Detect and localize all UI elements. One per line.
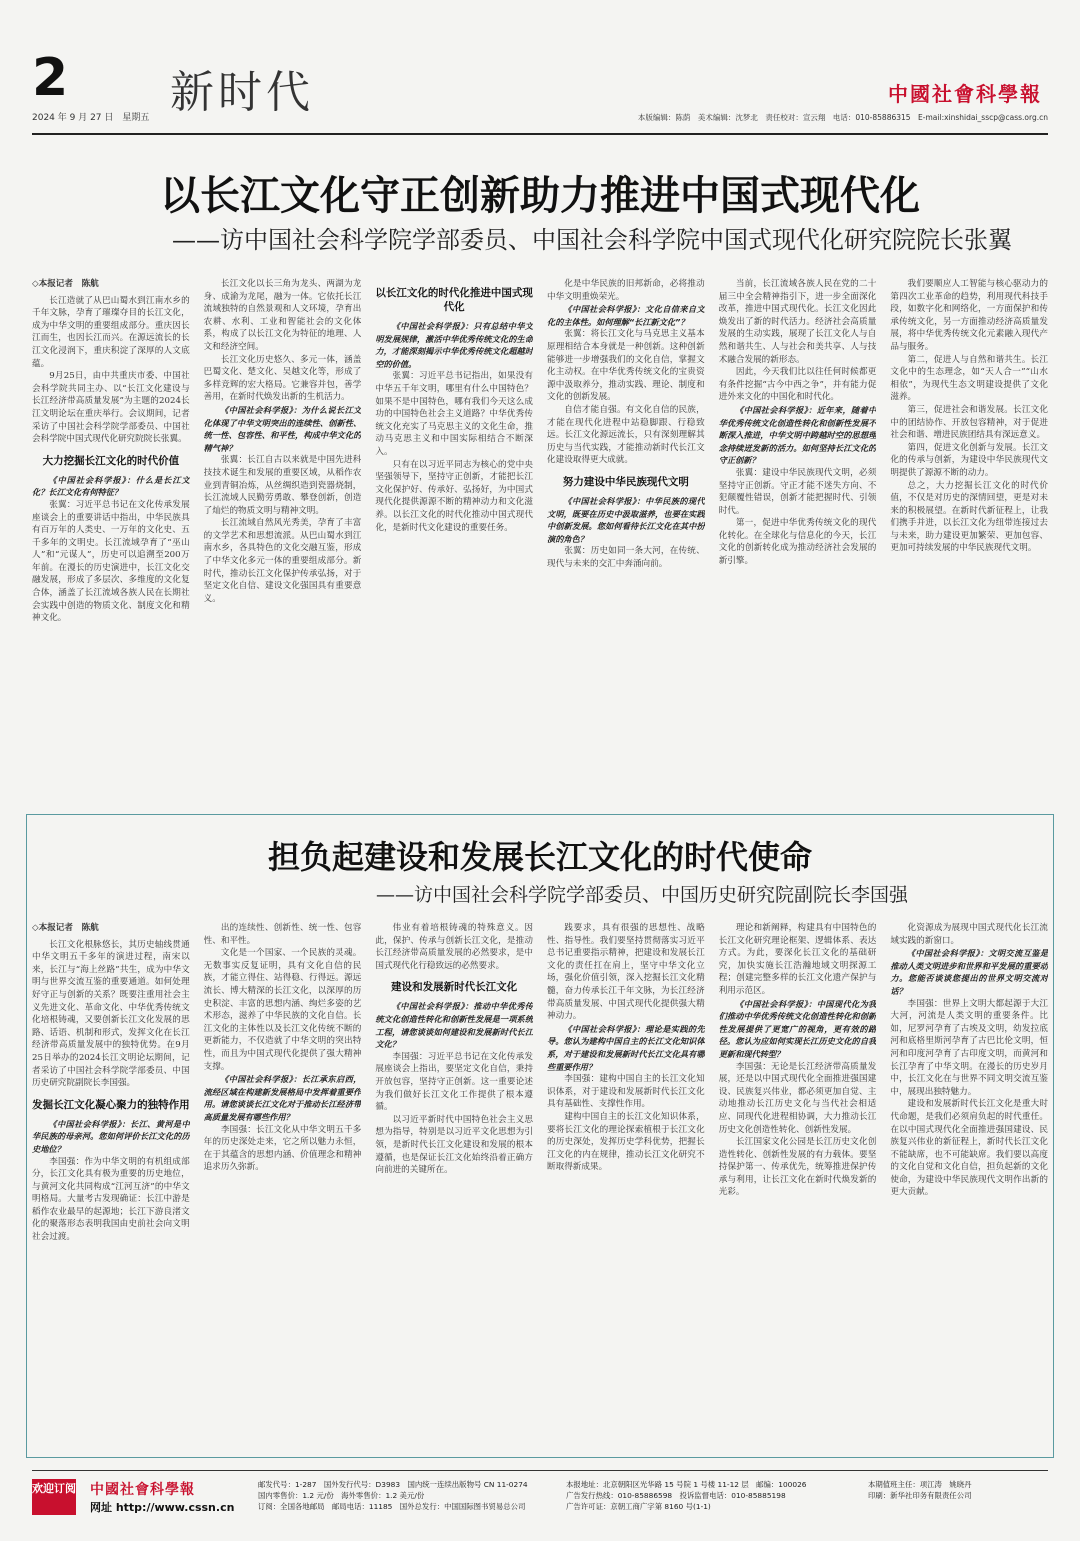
paragraph: 9月25日，由中共重庆市委、中国社会科学院共同主办、以“长江文化建设与长江经济带高质量发展”为主题的2024长江文明论坛在重庆举行。会议期间，记者采访了中国社会科学院学部委员、中国社会科学院中国式现代化研究院院长张翼。 [32, 371, 190, 445]
paragraph: 我们要顺应人工智能与核心驱动力的第四次工业革命的趋势，利用现代科技手段，如数字化和网络化，一方面保护和传承传统文化，另一方面推动经济高质量发展，将中华优秀传统文化元素融入现代产品与服务。 [890, 279, 1049, 352]
paragraph: 长江国家文化公园是长江历史文化创造性转化、创新性发展的有力载体。要坚持保护第一、传承优先，统筹推进保护传承与利用，让长江文化在新时代焕发新的光彩。 [718, 1137, 877, 1198]
article-li-guoqiang [32, 818, 1048, 1454]
paragraph: 自信才能自强。有文化自信的民族，才能在现代化进程中站稳脚跟、行稳致远。长江文化源远流长，只有深刻理解其历史与当代实践，才能推动新时代长江文化建设取得更大成就。 [547, 404, 705, 466]
answer: 张翼：建设中华民族现代文明，必须坚持守正创新。守正才能不迷失方向、不犯颠覆性错误，创新才能把握时代、引领时代。 [718, 467, 877, 516]
subscribe-badge: 欢迎订阅 [32, 1479, 76, 1515]
paragraph: 建设和发展新时代长江文化是重大时代命题，是我们必须肩负起的时代重任。在以中国式现代化全面推进强国建设、民族复兴伟业的新征程上，新时代长江文化不能缺席，也不可能缺席。我们要以高度的文化自觉和文化自信，担负起新的文化使命，为建设中华民族现代文明作出新的更大贡献。 [890, 1099, 1049, 1198]
page-number: 2 [32, 48, 69, 108]
answer: 李国强：建构中国自主的长江文化知识体系，对于建设和发展新时代长江文化具有基础性、支撑性作用。 [547, 1074, 705, 1110]
footer-line: 广告许可证：京朝工商广字第 8160 号(1-1) [566, 1502, 711, 1511]
section-title: 新时代 [170, 67, 314, 118]
paragraph: 出的连续性、创新性、统一性、包容性、和平性。 [203, 923, 362, 946]
footer-paper-logo: 中國社會科學報 [90, 1482, 195, 1498]
byline: ◇本报记者 陈航 [32, 923, 99, 933]
paragraph: 化是中华民族的旧邦新命，必将推动中华文明重焕荣光。 [547, 279, 705, 302]
question: 《中国社会科学报》：为什么说长江文化体现了中华文明突出的连续性、创新性、统一性、包容性、和平性，构成中华文化的精气神？ [203, 404, 362, 453]
paragraph: 建构中国自主的长江文化知识体系，要将长江文化的理论探索植根于长江文化的历史深处，发挥历史学科优势，把握长江文化的内在规律，推动长江文化研究不断取得新成果。 [547, 1111, 705, 1173]
paragraph: 长江文化根脉悠长，其历史轴线贯通中华文明五千多年的演进过程，南宋以来，长江与“海上丝路”共生，成为中华文明与世界交流互鉴的重要通道。如何处理好守正与创新的关系？既要注重用社会主义先进文化、革命文化、中华优秀传统文化培根铸魂，又要创新长江文化发展的思路、话语、机制和形式，发挥文化在长江经济带高质量发展中的独特优势。在9月25日举办的2024长江文明论坛期间，记者采访了中国社会科学院学部委员、中国历史研究院副院长李国强。 [32, 939, 190, 1089]
answer: 张翼：长江自古以来就是中国先进科技技术诞生和发展的重要区域，从稻作农业到青铜冶炼，从丝绸织造到瓷器烧制，长江流域人民勤劳勇敢、攀登创新，创造了灿烂的物质文明与精神文明。 [203, 455, 362, 516]
column-5 [719, 922, 877, 1448]
footer-line: 印刷：新华社印务有限责任公司 [868, 1491, 972, 1500]
article-columns [32, 922, 1048, 1448]
paragraph: 化资源成为展现中国式现代化长江流域实践的新窗口。 [890, 923, 1049, 946]
paragraph: 长江造就了从巴山蜀水到江南水乡的千年文脉，孕育了璀璨夺目的长江文化，成为中华文明的重要组成部分。重庆因长江而生，也因长江而兴。在源远流长的长江文化浸润下，重庆积淀了深厚的人文底蕴。 [32, 295, 190, 369]
answer: 张翼：历史如同一条大河，在传统、现代与未来的交汇中奔涌向前。 [547, 546, 705, 569]
column-3 [375, 278, 533, 798]
paragraph: 长江文化以长三角为龙头、两湖为龙身、成渝为龙尾，融为一体。它依托长江流域独特的自然景观和人文环境，孕育出农耕、水利、工业和智能社会的文化体系，构成了以长江文化为特征的地理、人文和经济空间。 [203, 279, 362, 352]
paragraph: 长江文化历史悠久、多元一体，涵盖巴蜀文化、楚文化、吴越文化等，形成了多样竞辉的宏大格局。它兼容并包，善学善用，在新时代焕发出新的生机活力。 [203, 354, 362, 403]
paragraph: 文化是一个国家、一个民族的灵魂。无数事实反复证明，具有文化自信的民族，才能立得住、站得稳、行得远。源远流长、博大精深的长江文化，以深厚的历史积淀、丰富的思想内涵、绚烂多姿的艺术形态，滋养了中华民族的文化自信。长江文化的主体性以及长江文化传统不断的更新能力，不仅造就了中华文明的突出特性，而且为中国式现代化提供了强大精神支撑。 [203, 948, 362, 1072]
answer: 张翼：习近平总书记在文化传承发展座谈会上的重要讲话中指出，中华民族具有百万年的人类史、一万年的文化史、五千多年的文明史。长江流域孕育了“巫山人”和“元谋人”，历史可以追溯至200万年前。在漫长的历史演进中，长江文化交融发展，形成了多层次、多维度的文化复合体，涵盖了长江流域各族人民在长期社会实践中创造的物质文化、制度文化和精神文化。 [32, 499, 190, 624]
column-4 [547, 278, 705, 798]
byline: ◇本报记者 陈航 [32, 279, 99, 289]
question: 《中国社会科学报》：中华民族的现代文明，既要在历史中汲取滋养，也要在实践中创新发展。您如何看待长江文化在其中扮演的角色？ [547, 495, 705, 544]
section-heading: 建设和发展新时代长江文化 [391, 981, 518, 994]
answer: 张翼：习近平总书记指出，如果没有中华五千年文明，哪里有什么中国特色？如果不是中国特色，哪有我们今天这么成功的中国特色社会主义道路？中华优秀传统文化充实了马克思主义的文化生命，推动马克思主义和中国实际相结合不断深入。 [375, 371, 534, 457]
footer-line: 本报地址：北京朝阳区光华路 15 号院 1 号楼 11-12 层 邮编：100026 [566, 1480, 807, 1489]
question: 《中国社会科学报》：理论是实践的先导。您认为建构中国自主的长江文化知识体系，对于建设和发展新时代长江文化具有哪些重要作用？ [547, 1023, 705, 1072]
answer: 张翼：将长江文化与马克思主义基本原理相结合本身就是一种创新。这种创新能够进一步增强我们的文化自信，掌握文化主动权。在中华优秀传统文化的宝贵资源中汲取养分，推动实践、理论、制度和文化的创新发展。 [547, 329, 705, 403]
answer: 李国强：无论是长江经济带高质量发展，还是以中国式现代化全面推进强国建设、民族复兴伟业，都必须更加自觉、主动地推动长江历史文化与当代社会相适应、同现代化进程相协调，大力推动长江历史文化创造性转化、创新性发展。 [718, 1061, 877, 1135]
paragraph: 因此，今天我们比以往任何时候都更有条件挖掘“古今中西之争”，并有能力促进外来文化的中国化和时代化。 [718, 367, 877, 403]
masthead-rule [32, 133, 1048, 135]
footer-line: 订阅：全国各地邮局 邮局电话：11185 国外总发行：中国国际图书贸易总公司 [258, 1502, 526, 1511]
footer-line: 邮发代号：1-287 国外发行代号：D3983 国内统一连续出版物号 CN 11-0274 [258, 1480, 528, 1489]
question: 《中国社会科学报》：长江承东启西，流经区域在构建新发展格局中发挥着重要作用。请您谈谈长江文化对于推动长江经济带高质量发展有哪些作用？ [203, 1074, 362, 1122]
question: 《中国社会科学报》：长江、黄河是中华民族的母亲河。您如何评价长江文化的历史地位？ [32, 1118, 190, 1154]
column-1 [32, 922, 190, 1448]
question: 《中国社会科学报》：什么是长江文化？长江文化有何特征？ [32, 474, 190, 498]
question: 《中国社会科学报》：推动中华优秀传统文化创造性转化和创新性发展是一项系统工程，请您谈谈如何建设和发展新时代长江文化？ [375, 1001, 534, 1050]
footer-line: 本期值班主任：项江涛 姚晓丹 [868, 1480, 972, 1489]
paragraph: 践要求，具有很强的思想性、战略性、指导性。我们要坚持贯彻落实习近平总书记重要指示精神，把建设和发展长江文化的责任扛在肩上，坚守中华文化立场，强化价值引领，深入挖掘长江文化精髓，奋力传承长江千年文脉，为长江经济带高质量发展、中国式现代化提供强大精神动力。 [547, 923, 705, 1022]
column-2 [204, 278, 362, 798]
footer-line: 国内零售价：1.2 元/份 海外零售价：1.2 美元/份 [258, 1491, 425, 1500]
column-2 [204, 922, 362, 1448]
footer-website[interactable]: 网址 http://www.cssn.cn [90, 1501, 235, 1514]
paragraph: 总之，大力挖掘长江文化的时代价值，不仅是对历史的深情回望，更是对未来的积极展望。在新时代新征程上，让我们携手并进，以长江文化为纽带连接过去与未来，助力建设更加繁荣、更加包容、更加可持续发展的中华民族现代文明。 [890, 480, 1049, 554]
article-columns [32, 278, 1048, 798]
footer-publishing-info [258, 1479, 528, 1512]
column-3 [375, 922, 533, 1448]
answer: 李国强：世界上文明大都起源于大江大河，河流是人类文明的重要条件。比如，尼罗河孕育了古埃及文明，幼发拉底河和底格里斯河孕育了古巴比伦文明，恒河和印度河孕育了古印度文明，而黄河和长江孕育了中华文明。在漫长的历史岁月中，长江文化在与世界不同文明交流互鉴中，展现出独特魅力。 [890, 998, 1049, 1097]
question: 《中国社会科学报》：只有总结中华文明发展规律，激活中华优秀传统文化的生命力，才能深刻揭示中华优秀传统文化超越时空的价值。 [375, 321, 534, 369]
answer: 李国强：作为中华文明的有机组成部分，长江文化具有极为重要的历史地位，与黄河文化共同构成“江河互济”的中华文明格局。大量考古发现确证：长江中游是稻作农业最早的起源地；长江下游良渚文化的聚落形态表明我国由史前社会向文明社会过渡。 [32, 1156, 190, 1243]
question: 《中国社会科学报》：文明交流互鉴是推动人类文明进步和世界和平发展的重要动力。您能否谈谈您提出的世界文明交流对话？ [890, 948, 1049, 996]
column-4 [547, 922, 705, 1448]
paragraph: 第三，促进社会和谐发展。长江文化中的团结协作、开放包容精神，对于促进社会和谐、增进民族团结具有深远意义。 [890, 404, 1049, 441]
masthead [32, 48, 1048, 130]
column-6 [890, 922, 1048, 1448]
paragraph: 第二，促进人与自然和谐共生。长江文化中的生态理念，如“天人合一”“山水相依”，为现代生态文明建设提供了文化滋养。 [890, 354, 1049, 403]
footer-line: 广告发行热线：010-85886598 投诉监督电话：010-85885198 [566, 1491, 786, 1500]
paragraph: 只有在以习近平同志为核心的党中央坚强领导下，坚持守正创新，才能把长江文化保护好、传承好、弘扬好，为中国式现代化提供源源不断的精神动力和文化滋养。以长江文化的时代化推动中国式现代化，是新时代文化建设的重要任务。 [375, 459, 534, 533]
article-subhead: ——访中国社会科学院学部委员、中国社会科学院中国式现代化研究院院长张翼 [172, 226, 1012, 254]
article-headline: 以长江文化守正创新助力推进中国式现代化 [160, 173, 920, 219]
issue-date: 2024 年 9 月 27 日 星期五 [32, 113, 150, 123]
question: 《中国社会科学报》：近年来，随着中华优秀传统文化创造性转化和创新性发展不断深入推进，中华文明中跨越时空的思想理念持续迸发新的活力。如何坚持长江文化的守正创新？ [718, 404, 877, 466]
paragraph: 第四，促进文化创新与发展。长江文化的传承与创新，为建设中华民族现代文明提供了源源不断的动力。 [890, 442, 1049, 478]
editor-credits: 本版编辑：陈荫 美术编辑：沈梦北 责任校对：宣云翔 电话：010-85886315 E-mail:xinshidai_sscp@cass.org.cn [637, 113, 1048, 122]
article-headline: 担负起建设和发展长江文化的时代使命 [267, 838, 812, 876]
paragraph: 以习近平新时代中国特色社会主义思想为指导，特别是以习近平文化思想为引领，是新时代长江文化建设和发展的根本遵循，也是保证长江文化始终沿着正确方向前进的关键所在。 [375, 1114, 534, 1176]
article-subhead: ——访中国社会科学院学部委员、中国历史研究院副院长李国强 [375, 884, 908, 906]
section-heading: 努力建设中华民族现代文明 [562, 475, 689, 488]
column-1 [32, 278, 190, 798]
question: 《中国社会科学报》：中国现代化为我们推动中华优秀传统文化创造性转化和创新性发展提供了更宽广的视角，更有效的路径。您认为应如何实现长江历史文化的自我更新和现代转型？ [718, 998, 877, 1059]
paragraph: 第一，促进中华优秀传统文化的现代化转化。在全球化与信息化的今天，长江文化的创新转化成为推动经济社会发展的新引擎。 [718, 518, 877, 567]
paragraph: 伟业有着培根铸魂的特殊意义。因此，保护、传承与创新长江文化，是推动长江经济带高质量发展的必然要求，是中国式现代化行稳致远的必然要求。 [375, 923, 534, 971]
section-heading: 大力挖掘长江文化的时代价值 [42, 454, 180, 467]
article-zhang-yi [32, 150, 1048, 800]
paragraph: 理论和新阐释，构建具有中国特色的长江文化研究理论框架、逻辑体系、表达方式。为此，要深化长江文化的基础研究，加快实施长江浩瀚地域文明探源工程；创建完整多样的长江文化遗产保护与利用示范区。 [718, 923, 877, 996]
footer-duty-info [868, 1479, 971, 1501]
footer [32, 1470, 1048, 1518]
column-6 [890, 278, 1048, 798]
paragraph: 长江流域自然风光秀美，孕育了丰富的文学艺术和思想流派。从巴山蜀水到江南水乡，各具特色的文化交融互鉴，形成了中华文化多元一体的重要组成部分。新时代，推动长江文化保护传承弘扬，对于坚定文化自信、建设文化强国具有重要意义。 [203, 518, 362, 604]
section-heading: 以长江文化的时代化推进中国式现代化 [375, 287, 533, 313]
answer: 李国强：长江文化从中华文明五千多年的历史深处走来，它之所以魅力永恒，在于其蕴含的思想内涵、价值理念和精神追求历久弥新。 [203, 1124, 362, 1173]
footer-address-info [566, 1479, 807, 1512]
answer: 李国强：习近平总书记在文化传承发展座谈会上指出，要坚定文化自信，秉持开放包容，坚持守正创新。这一重要论述为我们做好长江文化工作提供了根本遵循。 [375, 1051, 534, 1113]
section-heading: 发掘长江文化凝心聚力的独特作用 [32, 1098, 190, 1111]
question: 《中国社会科学报》：文化自信来自文化的主体性。如何理解“长江新文化”？ [547, 304, 705, 327]
column-5 [719, 278, 877, 798]
paper-logo: 中國社會科學報 [888, 82, 1042, 106]
paragraph: 当前，长江流域各族人民在党的二十届三中全会精神指引下，进一步全面深化改革，推进中国式现代化。长江文化因此焕发出了新的时代活力。经济社会高质量发展的生动实践，展现了长江文化人与自然和谐共生、人与社会和美共享、人与技术融合发展的新形态。 [718, 279, 877, 365]
